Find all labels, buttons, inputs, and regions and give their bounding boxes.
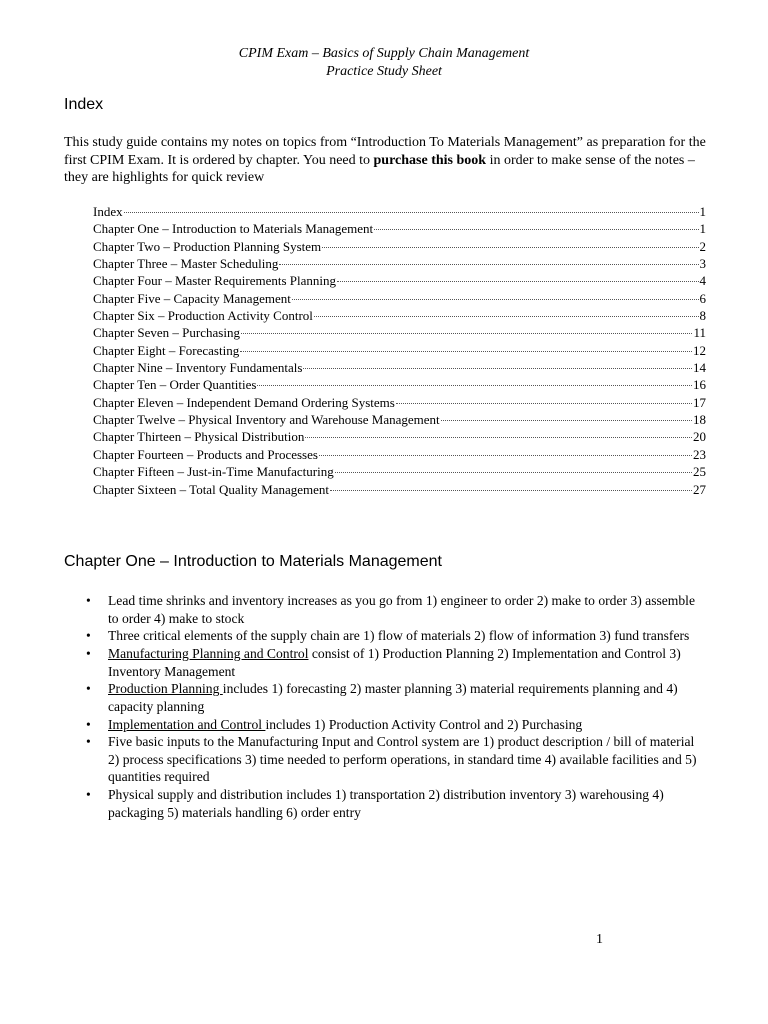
- toc-entry-page: 1: [699, 204, 706, 219]
- toc-entry-page: 1: [699, 221, 706, 237]
- toc-entry-label: Chapter Eleven – Independent Demand Ordering Systems: [93, 394, 395, 410]
- list-item: [108, 627, 708, 645]
- toc-entry-page: 18: [693, 412, 706, 428]
- toc-leader-dots: [305, 436, 692, 438]
- toc-entry[interactable]: [93, 255, 706, 272]
- toc-entry[interactable]: [93, 428, 706, 445]
- toc-entry[interactable]: [93, 446, 706, 463]
- document-subtitle: Practice Study Sheet: [326, 64, 442, 79]
- toc-leader-dots: [396, 402, 692, 404]
- toc-leader-dots: [337, 280, 699, 282]
- toc-entry-page: 6: [699, 290, 706, 306]
- intro-text-part1: This study guide contains my notes on topics from “Introduction To Materials Management” as preparation for the first CPIM Exam. It is ordered by chapter. You need to: [64, 135, 706, 168]
- document-title: CPIM Exam – Basics of Supply Chain Management: [238, 46, 530, 61]
- bullet-text: Physical supply and distribution includes 1) transportation 2) distribution inventory 3) warehousing 4) packaging 5) materials handling 6) order entry: [108, 787, 664, 820]
- toc-entry-label: Chapter Eight – Forecasting: [93, 342, 240, 358]
- table-of-contents: [93, 203, 706, 498]
- list-item: [108, 645, 708, 680]
- toc-entry-label: Chapter Three – Master Scheduling: [93, 256, 279, 272]
- toc-entry-label: Chapter Fifteen – Just-in-Time Manufacturing: [93, 464, 334, 480]
- underlined-term: Manufacturing Planning and Control: [108, 646, 309, 662]
- intro-paragraph: [64, 134, 714, 187]
- toc-entry[interactable]: [93, 359, 706, 376]
- toc-leader-dots: [314, 315, 699, 317]
- toc-entry[interactable]: [93, 324, 706, 341]
- toc-leader-dots: [374, 228, 698, 230]
- bullet-text: Lead time shrinks and inventory increases as you go from 1) engineer to order 2) make to order 3) assemble to order 4) make to stock: [108, 593, 695, 626]
- chapter-one-bullet-list: [108, 592, 708, 822]
- toc-entry-page: 3: [699, 256, 706, 272]
- toc-entry[interactable]: [93, 342, 706, 359]
- toc-entry[interactable]: [93, 220, 706, 237]
- toc-leader-dots: [292, 298, 699, 300]
- toc-leader-dots: [319, 454, 692, 456]
- toc-entry-page: 17: [693, 394, 706, 410]
- toc-entry-page: 12: [693, 342, 706, 358]
- toc-entry-label: Chapter Sixteen – Total Quality Management: [93, 481, 330, 497]
- toc-entry[interactable]: [93, 272, 706, 289]
- bullet-text: consist of 1) Production Planning 2) Implementation and Control 3) Inventory Management: [108, 646, 681, 679]
- toc-leader-dots: [322, 246, 698, 248]
- toc-leader-dots: [335, 471, 692, 473]
- bullet-text: Five basic inputs to the Manufacturing Input and Control system are 1) product description / bill of material 2) process specifications 3) time needed to perform operations, in standard time 4) available facilities and 5) quantities required: [108, 734, 697, 785]
- toc-leader-dots: [330, 489, 692, 491]
- toc-leader-dots: [241, 332, 693, 334]
- toc-leader-dots: [124, 211, 699, 213]
- toc-entry-label: Chapter Nine – Inventory Fundamentals: [93, 360, 303, 376]
- bullet-text: Three critical elements of the supply chain are 1) flow of materials 2) flow of information 3) fund transfers: [108, 628, 690, 644]
- toc-entry[interactable]: [93, 481, 706, 498]
- toc-entry-label: Chapter Thirteen – Physical Distribution: [93, 429, 305, 445]
- toc-leader-dots: [303, 367, 692, 369]
- toc-entry-label: Index: [93, 204, 123, 219]
- toc-entry[interactable]: [93, 411, 706, 428]
- toc-entry-label: Chapter Five – Capacity Management: [93, 290, 291, 306]
- toc-entry[interactable]: [93, 307, 706, 324]
- intro-text-part2: in order to make sense of the notes – they are highlights for quick review: [64, 152, 695, 186]
- toc-entry-label: Chapter Twelve – Physical Inventory and Warehouse Management: [93, 412, 440, 428]
- intro-bold-text: purchase this book: [373, 152, 487, 168]
- chapter-one-heading: Chapter One – Introduction to Materials Management: [64, 553, 442, 570]
- toc-entry-page: 20: [693, 429, 706, 445]
- toc-entry-page: 27: [693, 481, 706, 497]
- toc-leader-dots: [257, 384, 692, 386]
- toc-entry[interactable]: [93, 376, 706, 393]
- toc-entry-label: Chapter Fourteen – Products and Processes: [93, 446, 318, 462]
- toc-entry-label: Chapter Two – Production Planning System: [93, 238, 322, 254]
- toc-entry-page: 16: [693, 377, 706, 393]
- toc-entry[interactable]: [93, 290, 706, 307]
- toc-entry-page: 11: [693, 325, 706, 341]
- toc-entry-page: 23: [693, 446, 706, 462]
- toc-entry[interactable]: [93, 203, 706, 220]
- toc-entry-page: 8: [699, 308, 706, 324]
- index-heading: Index: [64, 96, 104, 113]
- list-item: [108, 680, 708, 715]
- toc-entry-label: Chapter Four – Master Requirements Planning: [93, 273, 336, 289]
- toc-entry[interactable]: [93, 238, 706, 255]
- toc-leader-dots: [279, 263, 698, 265]
- toc-entry-label: Chapter One – Introduction to Materials Management: [93, 221, 374, 237]
- toc-entry-label: Chapter Ten – Order Quantities: [93, 377, 257, 393]
- page-number: 1: [596, 932, 603, 947]
- toc-entry-label: Chapter Seven – Purchasing: [93, 325, 240, 341]
- underlined-term: Implementation and Control: [108, 716, 266, 732]
- toc-entry-page: 4: [699, 273, 706, 289]
- toc-leader-dots: [441, 419, 692, 421]
- bullet-text: includes 1) Production Activity Control and 2) Purchasing: [265, 716, 583, 732]
- list-item: [108, 733, 708, 786]
- toc-entry-page: 2: [699, 238, 706, 254]
- list-item: [108, 786, 708, 821]
- list-item: [108, 716, 708, 734]
- list-item: [108, 592, 708, 627]
- toc-entry-page: 25: [693, 464, 706, 480]
- toc-entry[interactable]: [93, 463, 706, 480]
- bullet-text: includes 1) forecasting 2) master planning 3) material requirements planning and 4) capacity planning: [108, 681, 678, 714]
- toc-entry-label: Chapter Six – Production Activity Control: [93, 308, 313, 324]
- underlined-term: Production Planning: [108, 681, 223, 697]
- toc-leader-dots: [240, 350, 692, 352]
- toc-entry[interactable]: [93, 394, 706, 411]
- toc-entry-page: 14: [693, 360, 706, 376]
